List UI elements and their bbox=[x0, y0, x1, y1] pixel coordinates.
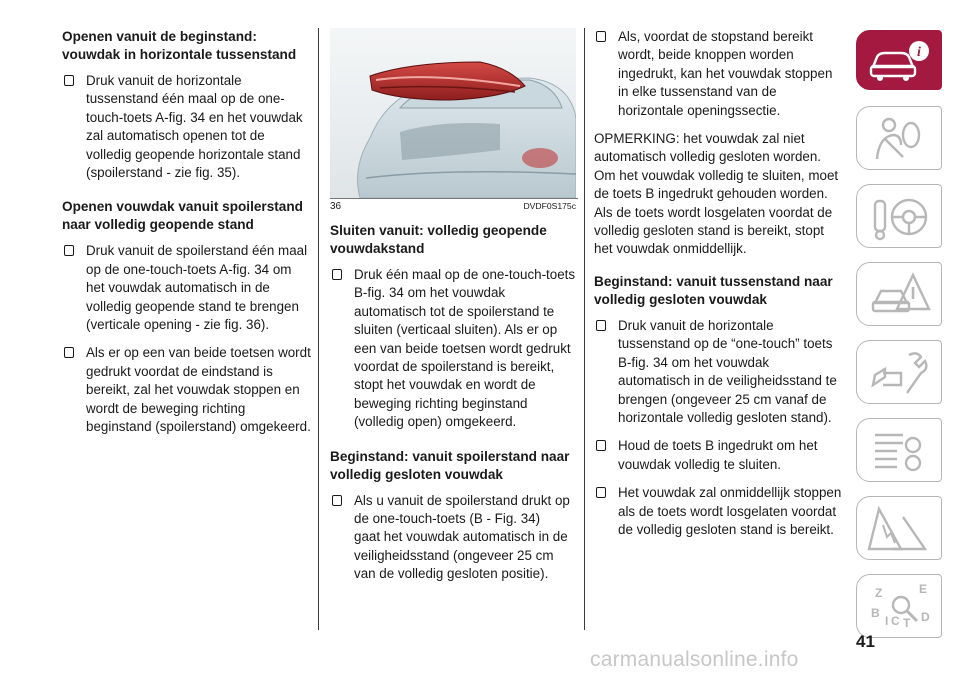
text-column-1 bbox=[62, 28, 312, 447]
tab-maintenance[interactable] bbox=[856, 340, 942, 404]
bullet-item bbox=[594, 28, 844, 120]
car-info-icon bbox=[867, 37, 933, 85]
checkbox-bullet-icon bbox=[332, 495, 342, 506]
checkbox-bullet-icon bbox=[64, 245, 74, 256]
bullet-text: Druk vanuit de horizontale tussenstand op de “one-touch” toets B-fig. 34 om het vouwdak automatisch in de veiligheidsstand te brengen (ongeveer 25 cm vanaf de horizontale volledig gesloten stand). bbox=[618, 317, 837, 425]
index-letter: Z bbox=[875, 586, 883, 600]
bullet-item bbox=[62, 72, 312, 182]
car-rear-illustration bbox=[330, 28, 576, 198]
checkbox-bullet-icon bbox=[596, 31, 606, 42]
tab-safety[interactable] bbox=[856, 106, 942, 170]
checkbox-bullet-icon bbox=[64, 75, 74, 86]
note-paragraph: OPMERKING: het vouwdak zal niet automatisch volledig gesloten worden. Om het vouwdak volledig te sluiten, moet de toets B ingedrukt gehouden worden. Als de toets wordt losgelaten voordat de volledig gesloten stand is bereikt, stopt het vouwdak onmiddellijk. bbox=[594, 131, 839, 257]
checkbox-bullet-icon bbox=[596, 440, 606, 451]
bullet-item bbox=[62, 344, 312, 436]
figure-36-car-roof-image bbox=[330, 28, 576, 198]
bullet-item bbox=[594, 317, 844, 427]
figure-number: 36 bbox=[330, 201, 342, 212]
tab-technical-data[interactable] bbox=[856, 418, 942, 482]
section-heading: Sluiten vanuit: volledig geopende vouwdakstand bbox=[330, 223, 547, 256]
bullet-text: Druk één maal op de one-touch-toets B-fig. 34 om het vouwdak automatisch tot de spoilerstand te sluiten (verticaal sluiten). Als er op een van beide toetsen wordt gedrukt voordat de spoilerstand is bereikt, stopt het vouwdak en wordt de beweging richting beginstand (volledig open) omgekeerd. bbox=[354, 267, 576, 430]
bullet-item bbox=[594, 437, 844, 474]
warning-triangle-icon bbox=[867, 269, 933, 321]
bullet-item bbox=[594, 484, 844, 539]
chapter-tabs bbox=[856, 30, 942, 652]
page-number: 41 bbox=[856, 632, 875, 651]
tab-car-info[interactable] bbox=[856, 30, 942, 90]
text-column-2 bbox=[330, 28, 578, 584]
index-letter: E bbox=[919, 582, 928, 596]
bullet-text: Als er op een van beide toetsen wordt gedrukt voordat de eindstand is bereikt, zal het vouwdak stoppen en wordt de beweging richting beginstand (spoilerstand) omgekeerd. bbox=[86, 345, 311, 435]
bullet-text: Als u vanuit de spoilerstand drukt op de one-touch-toets (B - Fig. 34) bbox=[354, 492, 570, 527]
wheel-key-icon bbox=[867, 191, 933, 243]
tab-index[interactable] bbox=[856, 574, 942, 638]
index-letter: T bbox=[903, 616, 911, 630]
tab-warnings[interactable] bbox=[856, 262, 942, 326]
figure-caption bbox=[330, 198, 578, 214]
tab-start-driving[interactable] bbox=[856, 184, 942, 248]
bullet-continuation-text: gaat het vouwdak automatisch in de veiligheidsstand (ongeveer 25 cm van de volledig gesloten positie). bbox=[354, 529, 568, 582]
checkbox-bullet-icon bbox=[596, 320, 606, 331]
bullet-text: Als, voordat de stopstand bereikt wordt, beide knoppen worden ingedrukt, kan het vouwdak stoppen in elke tussenstand van de horizontale openingssectie. bbox=[618, 29, 833, 118]
section-heading: Openen vouwdak vanuit spoilerstand naar volledig geopende stand bbox=[62, 199, 303, 233]
index-letter: B bbox=[871, 606, 880, 620]
alphabet-index-icon bbox=[867, 581, 933, 633]
checkbox-bullet-icon bbox=[332, 269, 342, 280]
bullet-item bbox=[62, 242, 312, 334]
index-letter: C bbox=[891, 614, 900, 628]
bullet-text: Druk vanuit de spoilerstand één maal op de one-touch-toets A-fig. 34 om het vouwdak automatisch in de volledig geopende stand te brengen (verticale opening - zie fig. 36). bbox=[86, 243, 308, 333]
tab-emergency[interactable] bbox=[856, 496, 942, 560]
checkbox-bullet-icon bbox=[64, 347, 74, 358]
watermark: carmanualsonline.info bbox=[590, 648, 799, 671]
bullet-text: Houd de toets B ingedrukt om het vouwdak volledig te sluiten. bbox=[618, 438, 818, 472]
svg-text:i: i bbox=[917, 45, 921, 60]
text-column-3 bbox=[594, 28, 844, 549]
bullet-item bbox=[330, 266, 578, 432]
hazard-triangle-icon bbox=[867, 503, 933, 555]
bullet-item bbox=[330, 492, 578, 529]
column-divider bbox=[318, 28, 319, 630]
checkbox-bullet-icon bbox=[596, 487, 606, 498]
bullet-text: Druk vanuit de horizontale tussenstand één maal op de one-touch-toets A-fig. 34 en het vouwdak zal automatisch openen tot de volledig geopende horizontale stand (spoilerstand - zie fig. 35). bbox=[86, 73, 303, 181]
index-letter: D bbox=[921, 610, 930, 624]
list-gears-icon bbox=[867, 425, 933, 477]
airbag-safety-icon bbox=[867, 113, 933, 165]
section-heading: Openen vanuit de beginstand: vouwdak in horizontale tussenstand bbox=[62, 29, 297, 62]
column-divider bbox=[584, 28, 585, 630]
index-letter: I bbox=[885, 614, 889, 628]
section-heading: Beginstand: vanuit spoilerstand naar volledig gesloten vouwdak bbox=[330, 448, 570, 482]
wrench-screwdriver-icon bbox=[867, 347, 933, 399]
figure-code: DVDF0S175c bbox=[523, 201, 576, 211]
section-heading: Beginstand: vanuit tussenstand naar volledig gesloten vouwdak bbox=[594, 273, 833, 307]
bullet-text: Het vouwdak zal onmiddellijk stoppen als de toets wordt losgelaten voordat de volledig gesloten stand is bereikt. bbox=[618, 485, 842, 537]
